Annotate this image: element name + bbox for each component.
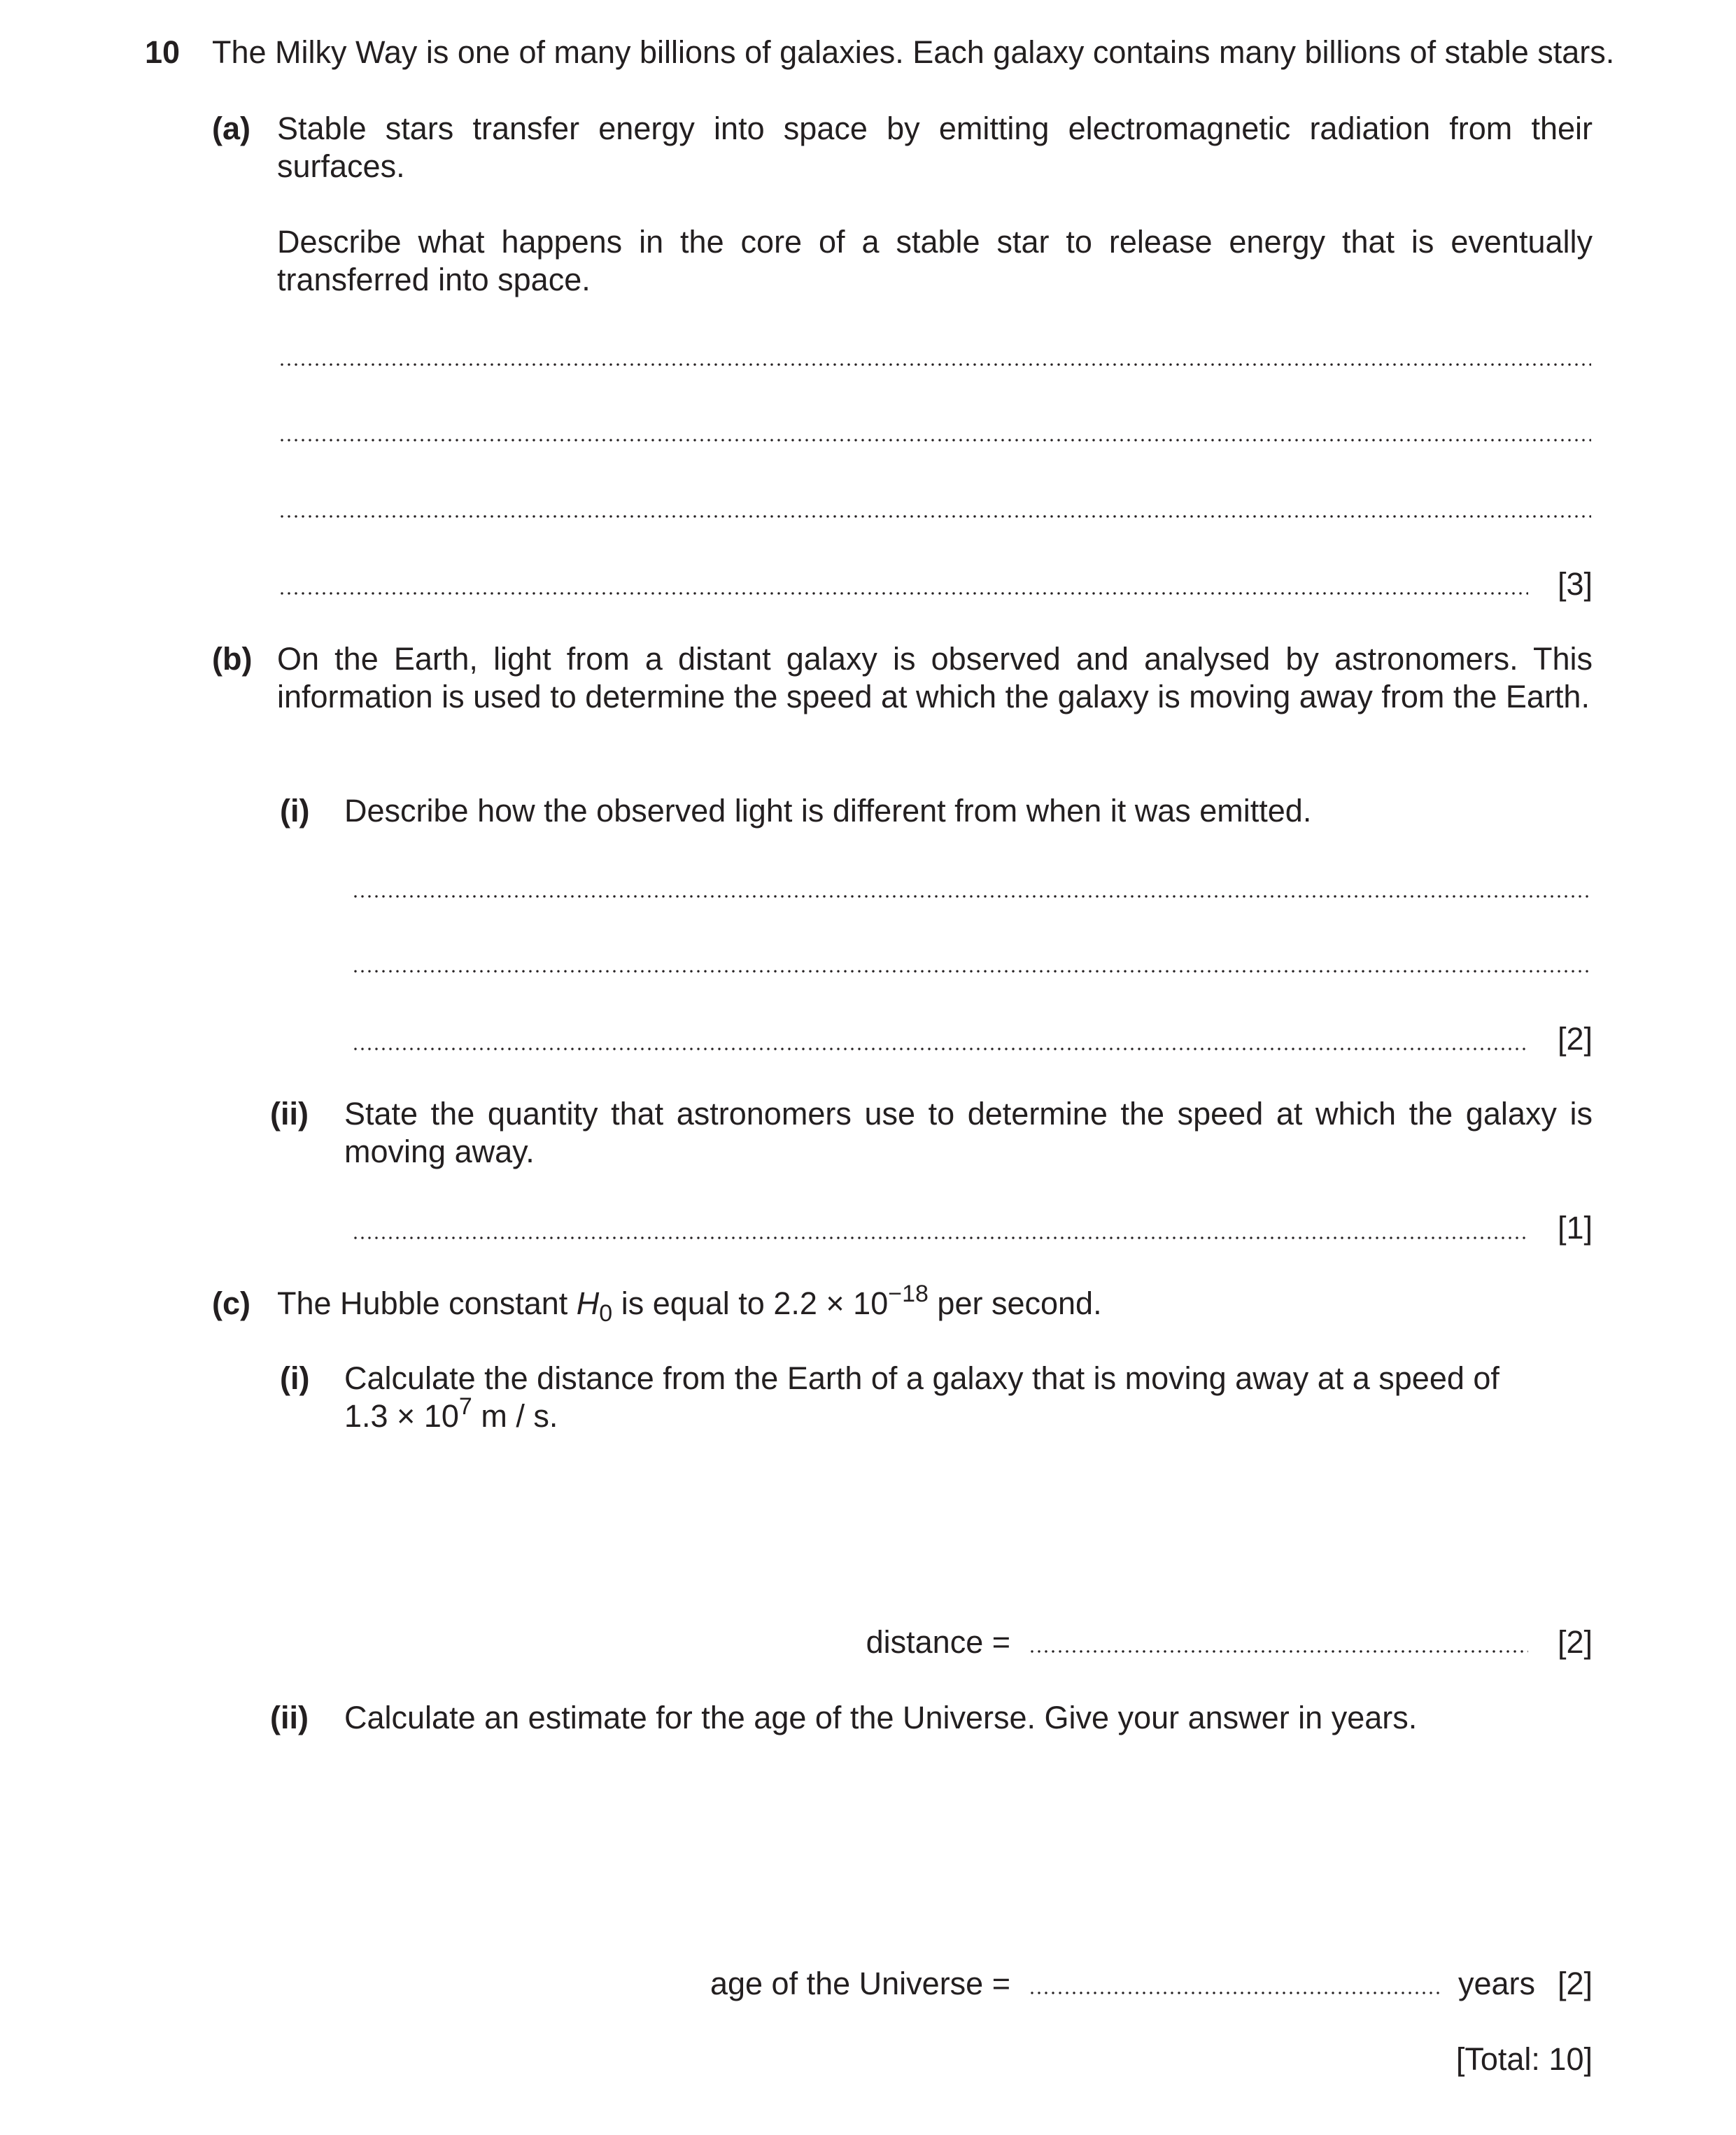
answer-line-a-1[interactable] — [278, 363, 1591, 366]
hubble-symbol: H — [576, 1285, 600, 1321]
part-c-i-text-main: Calculate the distance from the Earth of a galaxy that is moving away at a speed of — [344, 1360, 1499, 1396]
part-c-i-marks: [2] — [1557, 1624, 1593, 1660]
answer-line-a-3[interactable] — [278, 515, 1591, 518]
part-c-i-text — [344, 1360, 1593, 1435]
answer-line-a-2[interactable] — [278, 439, 1591, 442]
answer-line-b-i-3[interactable] — [352, 1048, 1528, 1050]
part-a-text-2: Describe what happens in the core of a stable star to release energy that is eventually transferred into space. — [277, 224, 1593, 297]
distance-label: distance = — [866, 1624, 1010, 1660]
part-a-text-1: Stable stars transfer energy into space by emitting electromagnetic radiation from their surfaces. — [277, 111, 1593, 184]
answer-line-a-4[interactable] — [278, 592, 1528, 595]
part-c-i-label: (i) — [280, 1360, 310, 1396]
part-c-ii-marks: [2] — [1557, 1966, 1593, 2001]
part-b-ii-text: State the quantity that astronomers use to determine the speed at which the galaxy is moving away. — [344, 1096, 1593, 1169]
speed-exponent: 7 — [458, 1393, 472, 1420]
part-c-ii-text: Calculate an estimate for the age of the Universe. Give your answer in years. — [344, 1700, 1418, 1735]
part-c-text-after: per second. — [928, 1285, 1102, 1321]
age-answer-line[interactable] — [1029, 1992, 1440, 1994]
age-unit: years — [1458, 1966, 1536, 2001]
part-a-marks: [3] — [1557, 566, 1593, 602]
part-b-i-marks: [2] — [1557, 1021, 1593, 1057]
part-b-text: On the Earth, light from a distant galaxy is observed and analysed by astronomers. This information is used to determine the speed at which the galaxy is moving away from the Earth. — [277, 641, 1593, 714]
part-c-ii-label: (ii) — [270, 1700, 309, 1735]
question-intro: The Milky Way is one of many billions of galaxies. Each galaxy contains many billions of stable stars. — [212, 34, 1615, 70]
hubble-subscript: 0 — [599, 1300, 613, 1327]
answer-line-b-i-1[interactable] — [352, 895, 1591, 898]
part-a-label: (a) — [212, 111, 250, 146]
part-b-ii-marks: [1] — [1557, 1210, 1593, 1246]
part-b-i-text: Describe how the observed light is different from when it was emitted. — [344, 793, 1312, 829]
age-label: age of the Universe = — [710, 1966, 1010, 2001]
part-b-label: (b) — [212, 641, 253, 677]
question-total: [Total: 10] — [1455, 2041, 1593, 2077]
part-c-text — [277, 1281, 1102, 1327]
part-c-text-mid: is equal to 2.2 × 10 — [612, 1285, 889, 1321]
question-number: 10 — [145, 34, 181, 70]
part-b-ii-label: (ii) — [270, 1096, 309, 1132]
hubble-exponent: −18 — [888, 1281, 929, 1307]
part-b-i-label: (i) — [280, 793, 310, 829]
answer-line-b-ii[interactable] — [352, 1236, 1528, 1239]
speed-unit: m / s. — [472, 1398, 558, 1434]
part-c-label: (c) — [212, 1285, 250, 1321]
answer-line-b-i-2[interactable] — [352, 970, 1591, 973]
part-c-text-before: The Hubble constant — [277, 1285, 577, 1321]
distance-answer-line[interactable] — [1029, 1650, 1528, 1653]
speed-mantissa: 1.3 × 10 — [344, 1398, 459, 1434]
